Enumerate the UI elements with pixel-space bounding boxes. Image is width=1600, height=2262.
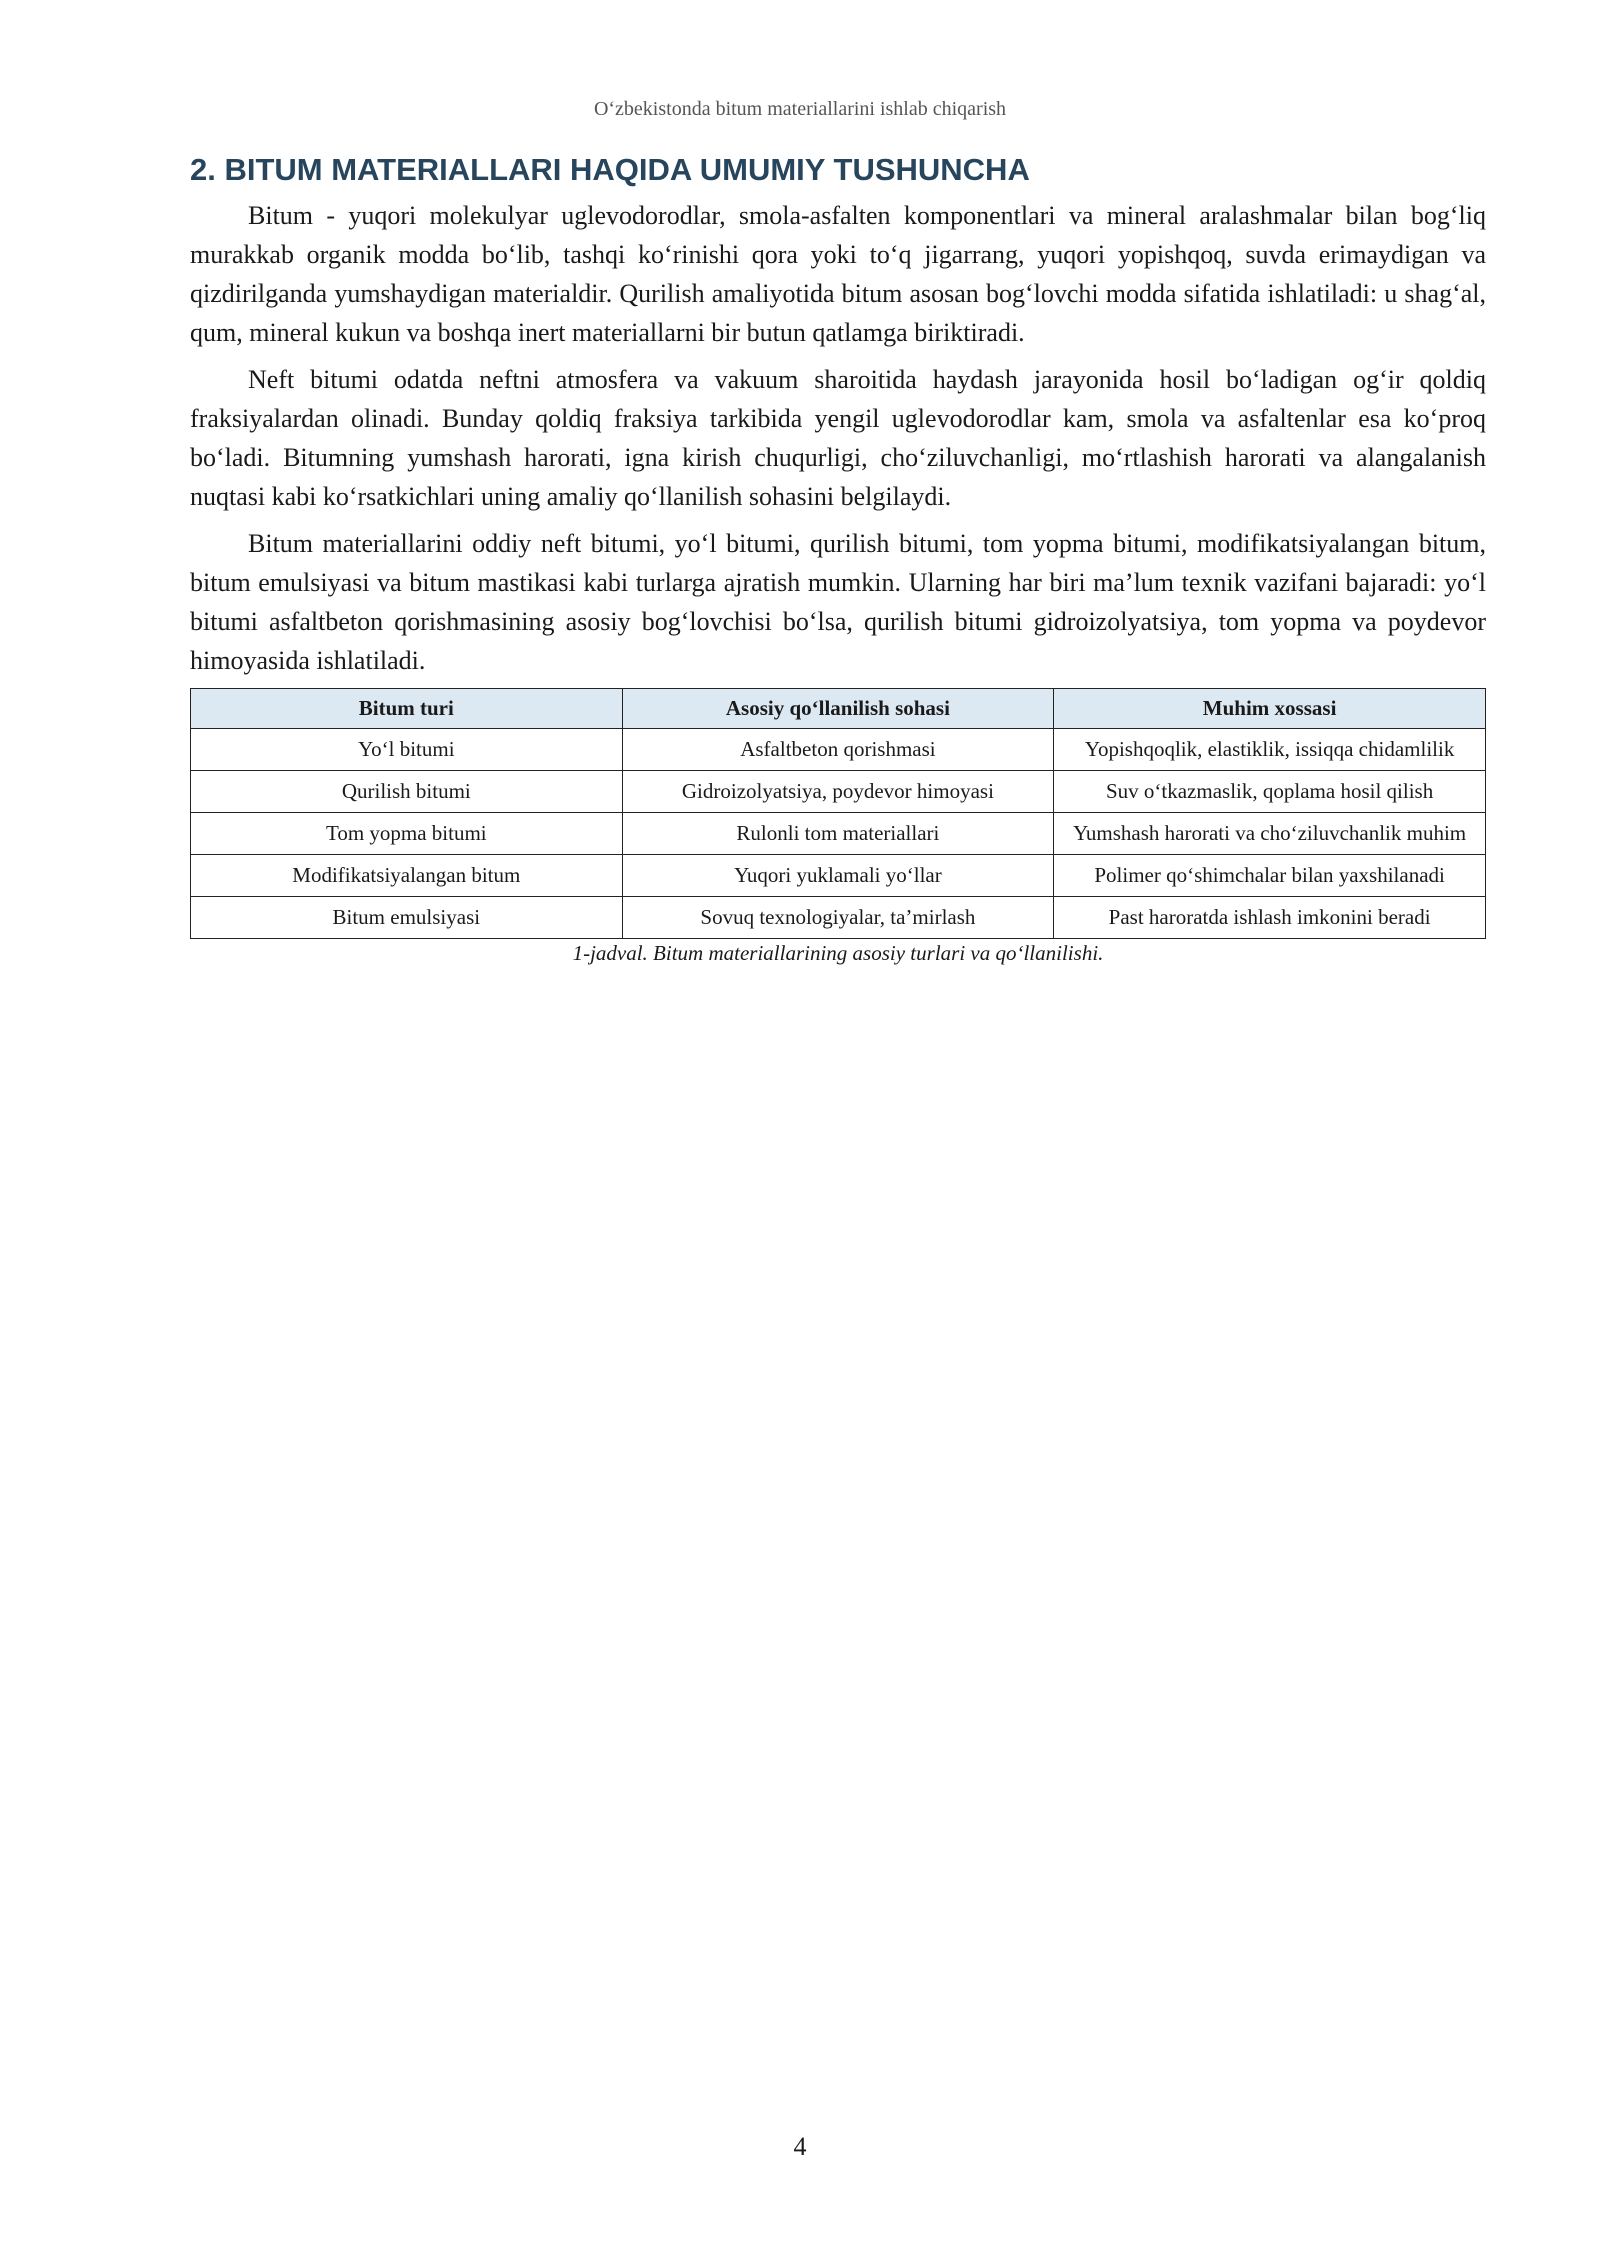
paragraph: Bitum materiallarini oddiy neft bitumi, yo‘l bitumi, qurilish bitumi, tom yopma bitumi, modifikatsiyalangan bitum, bitum emulsiyasi va bitum mastikasi kabi turlarga ajratish mumkin. Ularning har biri ma’lum texnik vazifani bajaradi: yo‘l bitumi asfaltbeton qorishmasining asosiy bog‘lovchisi bo‘lsa, qurilish bitumi gidroizolyatsiya, tom yopma va poydevor himoyasida ishlatiladi. — [190, 529, 1486, 676]
table-row — [191, 771, 1486, 813]
bitumen-types-table — [190, 688, 1486, 939]
table-caption: 1-jadval. Bitum materiallarining asosiy turlari va qo‘llanilishi. — [572, 941, 1104, 966]
table-row — [191, 729, 1486, 771]
table-cell: Modifikatsiyalangan bitum — [191, 855, 623, 897]
table-cell: Yuqori yuklamali yo‘llar — [622, 855, 1054, 897]
paragraph: Bitum - yuqori molekulyar uglevodorodlar, smola-asfalten komponentlari va mineral aralashmalar bilan bog‘liq murakkab organik modda bo‘lib, tashqi ko‘rinishi qora yoki to‘q jigarrang, yuqori yopishqoq, suvda erimaydigan va qizdirilganda yumshaydigan materialdir. Qurilish amaliyotida bitum asosan bog‘lovchi modda sifatida ishlatiladi: u shag‘al, qum, mineral kukun va boshqa inert materiallarni bir butun qatlamga biriktiradi. — [190, 201, 1486, 348]
table-cell: Sovuq texnologiyalar, ta’mirlash — [622, 897, 1054, 939]
table-cell: Polimer qo‘shimchalar bilan yaxshilanadi — [1054, 855, 1486, 897]
table-row — [191, 897, 1486, 939]
table-row — [191, 855, 1486, 897]
section-title: 2. BITUM MATERIALLARI HAQIDA UMUMIY TUSHUNCHA — [190, 152, 1030, 187]
page-content — [190, 150, 1486, 966]
table-cell: Yopishqoqlik, elastiklik, issiqqa chidamlilik — [1054, 729, 1486, 771]
table-cell: Gidroizolyatsiya, poydevor himoyasi — [622, 771, 1054, 813]
table-cell: Suv o‘tkazmaslik, qoplama hosil qilish — [1054, 771, 1486, 813]
table-row — [191, 813, 1486, 855]
table-cell: Asfaltbeton qorishmasi — [622, 729, 1054, 771]
column-header: Muhim xossasi — [1054, 689, 1486, 729]
table-cell: Past haroratda ishlash imkonini beradi — [1054, 897, 1486, 939]
column-header: Asosiy qo‘llanilish sohasi — [622, 689, 1054, 729]
table-header-row — [191, 689, 1486, 729]
table-cell: Bitum emulsiyasi — [191, 897, 623, 939]
page-number: 4 — [793, 2132, 807, 2161]
table-cell: Tom yopma bitumi — [191, 813, 623, 855]
table-cell: Qurilish bitumi — [191, 771, 623, 813]
table-cell: Yumshash harorati va cho‘ziluvchanlik muhim — [1054, 813, 1486, 855]
table-cell: Yo‘l bitumi — [191, 729, 623, 771]
table-cell: Rulonli tom materiallari — [622, 813, 1054, 855]
column-header: Bitum turi — [191, 689, 623, 729]
running-header: O‘zbekistonda bitum materiallarini ishlab chiqarish — [593, 98, 1007, 120]
paragraph: Neft bitumi odatda neftni atmosfera va vakuum sharoitida haydash jarayonida hosil bo‘ladigan og‘ir qoldiq fraksiyalardan olinadi. Bunday qoldiq fraksiya tarkibida yengil uglevodorodlar kam, smola va asfaltenlar esa ko‘proq bo‘ladi. Bitumning yumshash harorati, igna kirish chuqurligi, cho‘ziluvchanligi, mo‘rtlashish harorati va alangalanish nuqtasi kabi ko‘rsatkichlari uning amaliy qo‘llanilish sohasini belgilaydi. — [190, 365, 1486, 512]
